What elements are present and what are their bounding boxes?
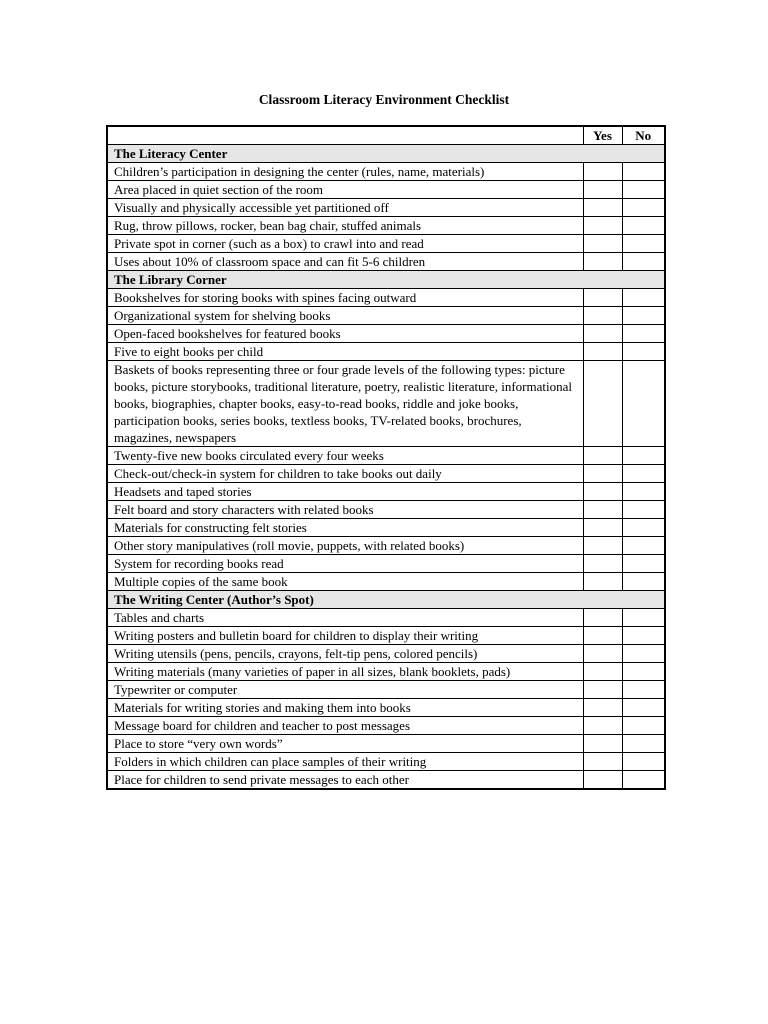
- checklist-item: Area placed in quiet section of the room: [107, 181, 583, 199]
- yes-checkbox-cell[interactable]: [583, 307, 622, 325]
- checklist-item: Other story manipulatives (roll movie, puppets, with related books): [107, 537, 583, 555]
- no-checkbox-cell[interactable]: [622, 627, 665, 645]
- checklist-row: [107, 253, 665, 271]
- yes-checkbox-cell[interactable]: [583, 199, 622, 217]
- checklist-item: Children’s participation in designing the center (rules, name, materials): [107, 163, 583, 181]
- checklist-item: Uses about 10% of classroom space and can fit 5-6 children: [107, 253, 583, 271]
- checklist-item: Felt board and story characters with related books: [107, 501, 583, 519]
- no-checkbox-cell[interactable]: [622, 163, 665, 181]
- no-checkbox-cell[interactable]: [622, 537, 665, 555]
- checklist-row: [107, 717, 665, 735]
- checklist-item: Baskets of books representing three or four grade levels of the following types: picture books, picture storybooks, traditional literature, poetry, realistic literature, informational books, biographies, chapter books, easy-to-read books, riddle and joke books, participation books, series books, textless books, TV-related books, brochures, magazines, newspapers: [107, 361, 583, 447]
- checklist-row: [107, 163, 665, 181]
- checklist-row: [107, 465, 665, 483]
- yes-checkbox-cell[interactable]: [583, 217, 622, 235]
- yes-checkbox-cell[interactable]: [583, 753, 622, 771]
- no-checkbox-cell[interactable]: [622, 663, 665, 681]
- checklist-item: Twenty-five new books circulated every four weeks: [107, 447, 583, 465]
- yes-checkbox-cell[interactable]: [583, 447, 622, 465]
- checklist-row: [107, 753, 665, 771]
- yes-checkbox-cell[interactable]: [583, 163, 622, 181]
- section-heading: The Library Corner: [107, 271, 665, 289]
- no-checkbox-cell[interactable]: [622, 681, 665, 699]
- yes-checkbox-cell[interactable]: [583, 681, 622, 699]
- checklist-row: [107, 537, 665, 555]
- checklist-item: Visually and physically accessible yet partitioned off: [107, 199, 583, 217]
- yes-checkbox-cell[interactable]: [583, 289, 622, 307]
- yes-checkbox-cell[interactable]: [583, 181, 622, 199]
- checklist-item: Tables and charts: [107, 609, 583, 627]
- yes-checkbox-cell[interactable]: [583, 343, 622, 361]
- checklist-item: Headsets and taped stories: [107, 483, 583, 501]
- yes-checkbox-cell[interactable]: [583, 627, 622, 645]
- no-checkbox-cell[interactable]: [622, 217, 665, 235]
- checklist-item: Writing materials (many varieties of paper in all sizes, blank booklets, pads): [107, 663, 583, 681]
- checklist-item: System for recording books read: [107, 555, 583, 573]
- checklist-item: Bookshelves for storing books with spines facing outward: [107, 289, 583, 307]
- checklist-item: Multiple copies of the same book: [107, 573, 583, 591]
- no-checkbox-cell[interactable]: [622, 447, 665, 465]
- no-checkbox-cell[interactable]: [622, 735, 665, 753]
- yes-checkbox-cell[interactable]: [583, 361, 622, 447]
- yes-checkbox-cell[interactable]: [583, 717, 622, 735]
- table-header-row: [107, 126, 665, 145]
- checklist-item: Rug, throw pillows, rocker, bean bag chair, stuffed animals: [107, 217, 583, 235]
- checklist-row: [107, 325, 665, 343]
- checklist-item: Materials for constructing felt stories: [107, 519, 583, 537]
- no-checkbox-cell[interactable]: [622, 699, 665, 717]
- yes-checkbox-cell[interactable]: [583, 771, 622, 790]
- no-column-header: No: [622, 126, 665, 145]
- no-checkbox-cell[interactable]: [622, 573, 665, 591]
- checklist-table: [106, 125, 666, 790]
- checklist-row: [107, 627, 665, 645]
- checklist-row: [107, 645, 665, 663]
- yes-checkbox-cell[interactable]: [583, 483, 622, 501]
- no-checkbox-cell[interactable]: [622, 771, 665, 790]
- section-row: [107, 271, 665, 289]
- yes-checkbox-cell[interactable]: [583, 609, 622, 627]
- yes-checkbox-cell[interactable]: [583, 555, 622, 573]
- no-checkbox-cell[interactable]: [622, 235, 665, 253]
- no-checkbox-cell[interactable]: [622, 361, 665, 447]
- no-checkbox-cell[interactable]: [622, 181, 665, 199]
- checklist-body: [107, 126, 665, 789]
- checklist-row: [107, 519, 665, 537]
- checklist-item: Message board for children and teacher to post messages: [107, 717, 583, 735]
- checklist-item: Writing posters and bulletin board for children to display their writing: [107, 627, 583, 645]
- yes-checkbox-cell[interactable]: [583, 537, 622, 555]
- yes-checkbox-cell[interactable]: [583, 325, 622, 343]
- no-checkbox-cell[interactable]: [622, 753, 665, 771]
- checklist-row: [107, 235, 665, 253]
- checklist-item: Writing utensils (pens, pencils, crayons, felt-tip pens, colored pencils): [107, 645, 583, 663]
- checklist-item: Five to eight books per child: [107, 343, 583, 361]
- checklist-item: Open-faced bookshelves for featured books: [107, 325, 583, 343]
- yes-checkbox-cell[interactable]: [583, 501, 622, 519]
- checklist-row: [107, 699, 665, 717]
- no-checkbox-cell[interactable]: [622, 465, 665, 483]
- checklist-row: [107, 361, 665, 447]
- section-heading: The Literacy Center: [107, 145, 665, 163]
- checklist-row: [107, 501, 665, 519]
- no-checkbox-cell[interactable]: [622, 501, 665, 519]
- no-checkbox-cell[interactable]: [622, 325, 665, 343]
- checklist-row: [107, 181, 665, 199]
- checklist-row: [107, 199, 665, 217]
- checklist-row: [107, 573, 665, 591]
- document-title: Classroom Literacy Environment Checklist: [258, 92, 510, 107]
- checklist-row: [107, 735, 665, 753]
- no-checkbox-cell[interactable]: [622, 555, 665, 573]
- yes-checkbox-cell[interactable]: [583, 663, 622, 681]
- checklist-item: Typewriter or computer: [107, 681, 583, 699]
- checklist-row: [107, 771, 665, 790]
- checklist-item: Place to store “very own words”: [107, 735, 583, 753]
- no-checkbox-cell[interactable]: [622, 343, 665, 361]
- no-checkbox-cell[interactable]: [622, 199, 665, 217]
- checklist-item: Check-out/check-in system for children to take books out daily: [107, 465, 583, 483]
- no-checkbox-cell[interactable]: [622, 307, 665, 325]
- checklist-item: Organizational system for shelving books: [107, 307, 583, 325]
- yes-checkbox-cell[interactable]: [583, 699, 622, 717]
- no-checkbox-cell[interactable]: [622, 717, 665, 735]
- yes-checkbox-cell[interactable]: [583, 519, 622, 537]
- checklist-item: Folders in which children can place samples of their writing: [107, 753, 583, 771]
- no-checkbox-cell[interactable]: [622, 289, 665, 307]
- checklist-row: [107, 307, 665, 325]
- checklist-row: [107, 609, 665, 627]
- checklist-row: [107, 217, 665, 235]
- no-checkbox-cell[interactable]: [622, 645, 665, 663]
- section-row: [107, 145, 665, 163]
- no-checkbox-cell[interactable]: [622, 483, 665, 501]
- checklist-item: Place for children to send private messages to each other: [107, 771, 583, 790]
- section-row: [107, 591, 665, 609]
- no-checkbox-cell[interactable]: [622, 609, 665, 627]
- yes-checkbox-cell[interactable]: [583, 645, 622, 663]
- checklist-item: Materials for writing stories and making them into books: [107, 699, 583, 717]
- item-column-header: [107, 126, 583, 145]
- checklist-row: [107, 555, 665, 573]
- no-checkbox-cell[interactable]: [622, 253, 665, 271]
- yes-checkbox-cell[interactable]: [583, 253, 622, 271]
- yes-checkbox-cell[interactable]: [583, 735, 622, 753]
- yes-checkbox-cell[interactable]: [583, 235, 622, 253]
- checklist-row: [107, 289, 665, 307]
- checklist-row: [107, 447, 665, 465]
- no-checkbox-cell[interactable]: [622, 519, 665, 537]
- yes-checkbox-cell[interactable]: [583, 465, 622, 483]
- checklist-item: Private spot in corner (such as a box) to crawl into and read: [107, 235, 583, 253]
- yes-column-header: Yes: [583, 126, 622, 145]
- yes-checkbox-cell[interactable]: [583, 573, 622, 591]
- checklist-row: [107, 663, 665, 681]
- section-heading: The Writing Center (Author’s Spot): [107, 591, 665, 609]
- checklist-row: [107, 681, 665, 699]
- checklist-row: [107, 343, 665, 361]
- checklist-row: [107, 483, 665, 501]
